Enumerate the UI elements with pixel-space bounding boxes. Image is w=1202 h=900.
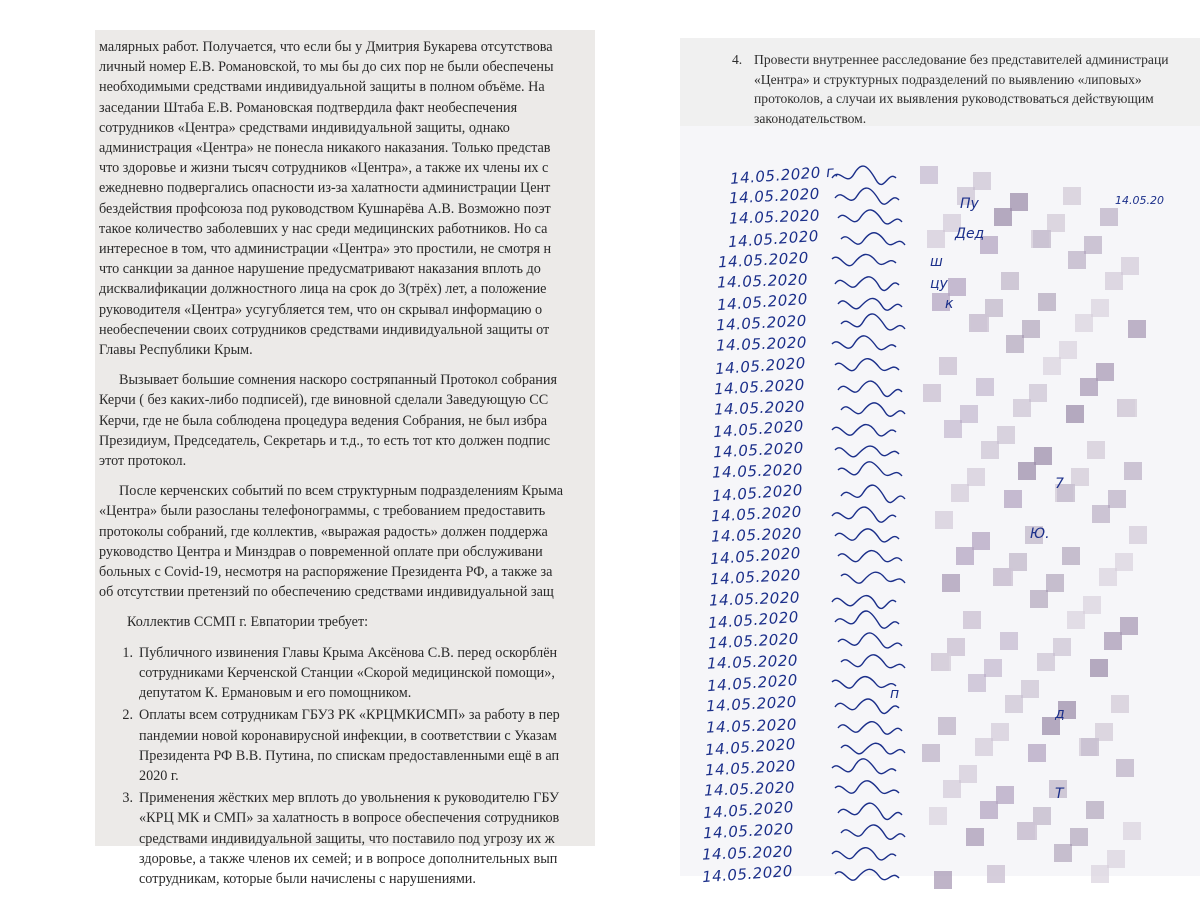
signature-date: 14.05.2020 bbox=[727, 226, 820, 251]
demand-number: 2. bbox=[122, 707, 133, 724]
redaction-block bbox=[980, 801, 998, 819]
side-note: 7 bbox=[1055, 476, 1064, 492]
signature-date: 14.05.2020 bbox=[703, 778, 796, 800]
redaction-block bbox=[956, 547, 974, 565]
redaction-block bbox=[1067, 611, 1085, 629]
paragraph-line: бездействия профсоюза под руководством Кушнарёва А.В. Возможно поэт bbox=[99, 200, 551, 217]
paragraph-line: что санкции за данное нарушение предусматривают наказания вплоть до bbox=[99, 261, 541, 278]
demand-line: пандемии новой коронавирусной инфекции, в соответствии с Указам bbox=[139, 727, 557, 744]
paragraph-line: Вызывает большие сомнения наскоро состряпанный Протокол собрания bbox=[119, 372, 558, 389]
redaction-block bbox=[1010, 193, 1028, 211]
paragraph-line: ежедневно подвергались опасности из-за халатности администрации Цент bbox=[99, 180, 551, 197]
redaction-block bbox=[1105, 272, 1123, 290]
redaction-block bbox=[944, 420, 962, 438]
signature-sheet bbox=[680, 126, 1200, 886]
redaction-block bbox=[1034, 447, 1052, 465]
redaction-block bbox=[1129, 526, 1147, 544]
signature-date: 14.05.2020 bbox=[716, 289, 809, 315]
demand-4-line: протоколов, а случаи их выявления руководствоваться действующим bbox=[754, 91, 1154, 106]
side-note: д bbox=[1055, 706, 1065, 722]
signature-date: 14.05.2020 bbox=[704, 756, 797, 780]
redaction-block bbox=[1111, 695, 1129, 713]
signature-date: 14.05.2020 bbox=[701, 842, 794, 864]
redaction-block bbox=[976, 378, 994, 396]
redaction-block bbox=[1121, 257, 1139, 275]
signature-date: 14.05.2020 bbox=[704, 734, 797, 759]
redaction-block bbox=[1062, 547, 1080, 565]
redaction-block bbox=[967, 468, 985, 486]
redaction-block bbox=[1092, 505, 1110, 523]
redaction-block bbox=[1099, 568, 1117, 586]
redaction-block bbox=[923, 384, 941, 402]
signature-date: 14.05.2020 bbox=[715, 311, 808, 335]
demand-4-number: 4. bbox=[732, 52, 743, 67]
paragraph-line: Керчи ( без каких-либо подписей), где виновной сделали Заведующую СС bbox=[99, 392, 549, 409]
redaction-block bbox=[963, 611, 981, 629]
paragraph-line: необеспечении своих сотрудников средствами индивидуальной защиты от bbox=[99, 321, 550, 338]
redaction-block bbox=[1063, 187, 1081, 205]
paragraph-line: Главы Республики Крым. bbox=[99, 342, 253, 359]
redaction-block bbox=[997, 426, 1015, 444]
redaction-block bbox=[927, 230, 945, 248]
redaction-block bbox=[1128, 320, 1146, 338]
redaction-block bbox=[1021, 680, 1039, 698]
signature-date: 14.05.2020 bbox=[713, 375, 806, 399]
signature-date: 14.05.2020 bbox=[712, 438, 805, 462]
letter-text bbox=[99, 37, 659, 891]
redaction-block bbox=[996, 786, 1014, 804]
redaction-block bbox=[1059, 341, 1077, 359]
paragraph-line: малярных работ. Получается, что если бы у Дмитрия Букарева отсутствова bbox=[99, 39, 553, 55]
redaction-block bbox=[1091, 865, 1109, 883]
redaction-block bbox=[1100, 208, 1118, 226]
paragraph-line: что здоровье и жизни тысяч сотрудников «Центра», а также их члены их с bbox=[99, 160, 549, 177]
signature-date: 14.05.2020 bbox=[705, 714, 798, 737]
redaction-block bbox=[938, 717, 956, 735]
redaction-block bbox=[951, 484, 969, 502]
signature-date: 14.05.2020 г. bbox=[729, 162, 841, 188]
redaction-block bbox=[1000, 632, 1018, 650]
signature-date: 14.05.2020 bbox=[715, 333, 808, 355]
signature-date: 14.05.2020 bbox=[702, 820, 795, 843]
side-note: к bbox=[945, 296, 954, 312]
paragraph-line: больных с Covid-19, несмотря на распоряжение Президента РФ, а также за bbox=[99, 564, 553, 581]
signature-date: 14.05.2020 bbox=[701, 861, 794, 886]
side-note: Т bbox=[1055, 786, 1064, 802]
paragraph-line: Президиум, Председатель, Секретарь и т.д., то есть тот кто должен подпис bbox=[99, 432, 551, 449]
demand-line: сотрудниками Керченской Станции «Скорой медицинской помощи», bbox=[139, 664, 555, 681]
redaction-block bbox=[994, 208, 1012, 226]
redaction-block bbox=[1108, 490, 1126, 508]
paragraph-line: этот протокол. bbox=[99, 453, 187, 470]
side-note: Дед bbox=[955, 226, 985, 242]
redaction-block bbox=[1080, 378, 1098, 396]
redaction-block bbox=[1116, 759, 1134, 777]
paragraph-line: «Центра» были разосланы телефонограммы, с требованием предоставить bbox=[99, 503, 546, 520]
redaction-block bbox=[973, 172, 991, 190]
redaction-block bbox=[1075, 314, 1093, 332]
signature-date: 14.05.2020 bbox=[707, 607, 800, 632]
paragraph-line: администрация «Центра» не понесла никакого наказания. Только представ bbox=[99, 140, 551, 157]
demand-number: 3. bbox=[122, 790, 133, 807]
redaction-block bbox=[1053, 638, 1071, 656]
demand-4-line: Провести внутреннее расследование без представителей администраци bbox=[754, 52, 1169, 67]
left-document-page bbox=[95, 30, 595, 887]
demand-line: средствами индивидуальной защиты, что поставило под угрозу их ж bbox=[139, 830, 555, 847]
signature-scribble bbox=[833, 863, 903, 889]
signature-date: 14.05.2020 bbox=[707, 629, 800, 653]
redaction-block bbox=[1033, 230, 1051, 248]
paragraph-line: сотрудников «Центра» средствами индивидуальной защиты, однако bbox=[99, 119, 510, 136]
demand-line: 2020 г. bbox=[139, 767, 179, 784]
demand-4-section bbox=[680, 38, 1200, 126]
demand-4-line: законодательством. bbox=[754, 110, 867, 126]
redaction-block bbox=[1028, 744, 1046, 762]
demand-line: Применения жёстких мер вплоть до увольнения к руководителю ГБУ bbox=[139, 790, 560, 807]
redaction-block bbox=[1090, 659, 1108, 677]
signature-date: 14.05.2020 bbox=[706, 671, 799, 696]
redaction-block bbox=[1081, 738, 1099, 756]
redaction-block bbox=[975, 738, 993, 756]
demand-number: 1. bbox=[122, 644, 133, 661]
signature-date: 14.05.2020 bbox=[717, 248, 810, 272]
redaction-block bbox=[1019, 822, 1037, 840]
redaction-block bbox=[1070, 828, 1088, 846]
signature-date: 14.05.2020 bbox=[706, 651, 799, 673]
paragraph-line: руководство Центра и Минздрав о повременной оплате при обслуживани bbox=[99, 543, 543, 560]
redaction-block bbox=[1104, 632, 1122, 650]
corner-date-note: 14.05.20 bbox=[1115, 194, 1164, 207]
paragraph-line: дисквалификации должностного лица на срок до 3(трёх) лет, а положение bbox=[99, 281, 547, 298]
redaction-block bbox=[1005, 695, 1023, 713]
paragraph-line: интересное в том, что администрации «Центра» это простили, не смотря н bbox=[99, 241, 552, 258]
signature-date: 14.05.2020 bbox=[713, 397, 806, 419]
redaction-block bbox=[960, 405, 978, 423]
redaction-block bbox=[1086, 801, 1104, 819]
side-note: Пу bbox=[960, 196, 979, 212]
redaction-block bbox=[1091, 299, 1109, 317]
redaction-block bbox=[991, 723, 1009, 741]
redaction-block bbox=[1013, 399, 1031, 417]
redaction-block bbox=[1119, 399, 1137, 417]
redaction-block bbox=[1068, 251, 1086, 269]
paragraph-line: такое количество заболевших у нас среди медицинских работников. Но са bbox=[99, 220, 548, 237]
paragraph-line: Керчи, где не была соблюдена процедура ведения Собрания, не был избра bbox=[99, 412, 548, 429]
demand-item bbox=[99, 643, 659, 704]
redaction-block bbox=[934, 871, 952, 889]
redaction-block bbox=[972, 532, 990, 550]
redaction-block bbox=[929, 807, 947, 825]
redaction-block bbox=[1083, 596, 1101, 614]
demand-line: Публичного извинения Главы Крыма Аксёнова С.В. перед оскорблён bbox=[139, 644, 558, 661]
signature-date: 14.05.2020 bbox=[710, 524, 803, 546]
redaction-block bbox=[942, 574, 960, 592]
side-note: ш bbox=[930, 254, 943, 270]
redaction-block bbox=[1037, 653, 1055, 671]
redaction-block bbox=[959, 765, 977, 783]
paragraph-line: об отсутствии претензий по обеспечению средствами индивидуальной защ bbox=[99, 584, 554, 601]
redaction-block bbox=[943, 780, 961, 798]
signature-date: 14.05.2020 bbox=[709, 565, 802, 589]
redaction-block bbox=[1054, 844, 1072, 862]
side-note: цу bbox=[930, 276, 948, 292]
paragraph-line: заседании Штаба Е.В. Романовская подтвердила факт необеспечения bbox=[99, 99, 518, 116]
demand-4-line: «Центра» и структурных подразделений по выявлению «липовых» bbox=[754, 71, 1142, 87]
paragraph-line: протоколы собраний, где коллектив, «выражая радость» должен поддержа bbox=[99, 523, 548, 540]
signature-date: 14.05.2020 bbox=[716, 270, 809, 292]
signature-date: 14.05.2020 bbox=[712, 416, 805, 442]
redaction-block bbox=[968, 674, 986, 692]
redaction-block bbox=[1043, 357, 1061, 375]
signature-date: 14.05.2020 bbox=[708, 587, 801, 610]
redaction-block bbox=[1046, 574, 1064, 592]
signature-date: 14.05.2020 bbox=[728, 184, 821, 208]
redaction-block bbox=[948, 278, 966, 296]
redaction-block bbox=[933, 653, 951, 671]
redaction-block bbox=[1084, 236, 1102, 254]
redaction-block bbox=[1022, 320, 1040, 338]
redaction-block bbox=[920, 166, 938, 184]
redaction-block bbox=[1006, 335, 1024, 353]
signature-date: 14.05.2020 bbox=[709, 544, 802, 569]
signature-date: 14.05.2020 bbox=[711, 460, 804, 483]
redaction-block bbox=[1030, 590, 1048, 608]
redaction-block bbox=[1004, 490, 1022, 508]
demands-list bbox=[99, 643, 659, 889]
signature-date: 14.05.2020 bbox=[705, 693, 798, 716]
redaction-block bbox=[995, 568, 1013, 586]
redaction-block bbox=[1029, 384, 1047, 402]
demand-item bbox=[99, 705, 659, 786]
redaction-block bbox=[1115, 553, 1133, 571]
paragraph-1 bbox=[99, 37, 659, 360]
redaction-block bbox=[984, 659, 1002, 677]
redaction-block bbox=[1001, 272, 1019, 290]
paragraph-line: руководителя «Центра» усугубляется тем, что он скрывал информацию о bbox=[99, 301, 543, 318]
redaction-block bbox=[1124, 462, 1142, 480]
signature-date: 14.05.2020 bbox=[711, 480, 804, 505]
redaction-block bbox=[935, 511, 953, 529]
demand-line: здоровье, а также членов их семей; и в вопросе дополнительных вып bbox=[139, 850, 558, 867]
redaction-block bbox=[1066, 405, 1084, 423]
redaction-block bbox=[1018, 462, 1036, 480]
redaction-block bbox=[1120, 617, 1138, 635]
paragraph-line: личный номер Е.В. Романовской, то мы бы до сих пор не были обеспечены bbox=[99, 59, 554, 76]
side-note: Ю. bbox=[1030, 526, 1050, 542]
demand-line: «КРЦ МК и СМП» за халатность в вопросе обеспечения сотрудников bbox=[139, 810, 560, 827]
demand-line: Президента РФ В.В. Путина, по спискам предоставленными ещё в ап bbox=[139, 747, 560, 764]
redaction-block bbox=[987, 865, 1005, 883]
redaction-block bbox=[1038, 293, 1056, 311]
paragraph-3 bbox=[99, 481, 659, 602]
demand-item bbox=[99, 788, 659, 889]
demand-line: сотрудникам, которые были начислены с нарушениями. bbox=[139, 870, 476, 887]
redaction-block bbox=[966, 828, 984, 846]
signature-date: 14.05.2020 bbox=[728, 206, 821, 228]
redaction-block bbox=[1123, 822, 1141, 840]
signature-date: 14.05.2020 bbox=[710, 502, 803, 526]
right-signature-page bbox=[680, 38, 1200, 886]
redaction-block bbox=[1087, 441, 1105, 459]
signature-date: 14.05.2020 bbox=[702, 798, 795, 823]
redaction-block bbox=[1096, 363, 1114, 381]
paragraph-2 bbox=[99, 370, 659, 471]
demand-line: Оплаты всем сотрудникам ГБУЗ РК «КРЦМКИСМП» за работу в пер bbox=[139, 707, 560, 724]
redaction-block bbox=[981, 441, 999, 459]
side-note: п bbox=[890, 686, 900, 702]
redaction-block bbox=[1107, 850, 1125, 868]
demands-heading: Коллектив ССМП г. Евпатории требует: bbox=[127, 614, 369, 631]
demand-line: депутатом К. Ермановым и его помощником. bbox=[139, 685, 412, 702]
signature-dates bbox=[680, 126, 841, 886]
redaction-block bbox=[939, 357, 957, 375]
demand-4-text bbox=[754, 50, 1169, 128]
paragraph-line: необходимыми средствами индивидуальной защиты в полном объёме. На bbox=[99, 79, 545, 96]
signature-date: 14.05.2020 bbox=[714, 353, 807, 378]
paragraph-line: После керченских событий по всем структурным подразделениям Крыма bbox=[119, 483, 564, 500]
redaction-block bbox=[971, 314, 989, 332]
redaction-block bbox=[922, 744, 940, 762]
